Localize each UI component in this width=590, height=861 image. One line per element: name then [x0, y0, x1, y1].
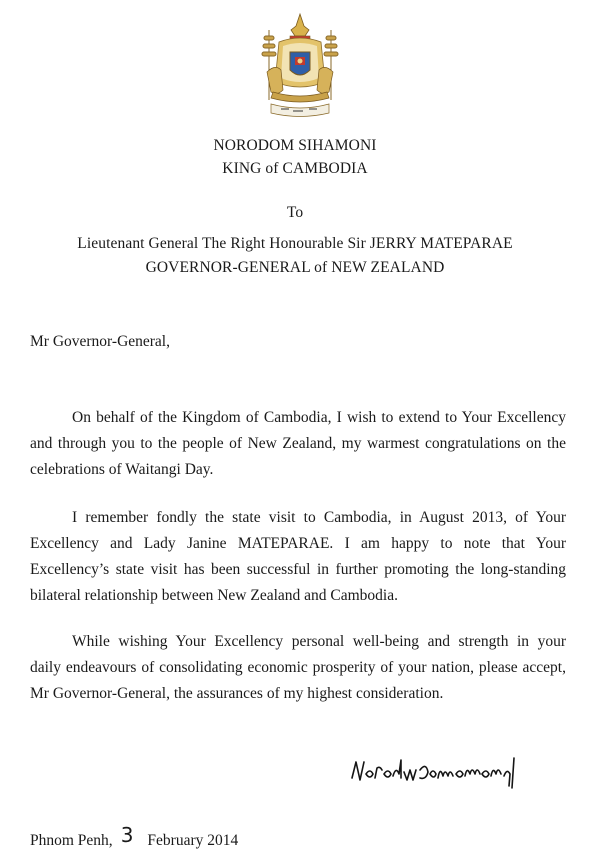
recipient-name: Lieutenant General The Right Honourable Sir JERRY MATEPARAE: [77, 235, 513, 252]
sender-name: NORODOM SIHAMONI: [213, 137, 377, 154]
paragraph-line: Mr Governor-General, the assurances of my highest consideration.: [30, 685, 444, 702]
paragraph-line: celebrations of Waitangi Day.: [30, 461, 214, 478]
royal-coat-of-arms-icon: [257, 12, 343, 120]
paragraph-line: Excellency’s state visit has been successful in further promoting the long-standing: [30, 561, 566, 578]
paragraph-1: [30, 405, 566, 483]
date-line: [30, 823, 239, 850]
paragraph-line: daily endeavours of consolidating economic prosperity of your nation, please accept,: [30, 659, 566, 676]
handwritten-signature: [348, 752, 528, 792]
paragraph-3: [30, 629, 566, 707]
place: Phnom Penh,: [30, 832, 113, 849]
paragraph-line: and through you to the people of New Zealand, my warmest congratulations on the: [30, 435, 566, 452]
paragraph-2: [30, 505, 566, 609]
sender-title: KING of CAMBODIA: [222, 160, 368, 177]
paragraph-line: I remember fondly the state visit to Cambodia, in August 2013, of Your: [72, 509, 566, 526]
paragraph-line: While wishing Your Excellency personal well-being and strength in your: [72, 633, 566, 650]
paragraph-line: Excellency and Lady Janine MATEPARAE. I am happy to note that Your: [30, 535, 566, 552]
date-day: 3: [120, 823, 134, 847]
date-month-year: February 2014: [147, 832, 239, 849]
recipient-title: GOVERNOR-GENERAL of NEW ZEALAND: [145, 259, 445, 276]
paragraph-line: On behalf of the Kingdom of Cambodia, I wish to extend to Your Excellency: [72, 409, 566, 426]
paragraph-line: bilateral relationship between New Zealand and Cambodia.: [30, 587, 398, 604]
salutation: Mr Governor-General,: [30, 333, 170, 350]
to-label: To: [286, 204, 304, 221]
